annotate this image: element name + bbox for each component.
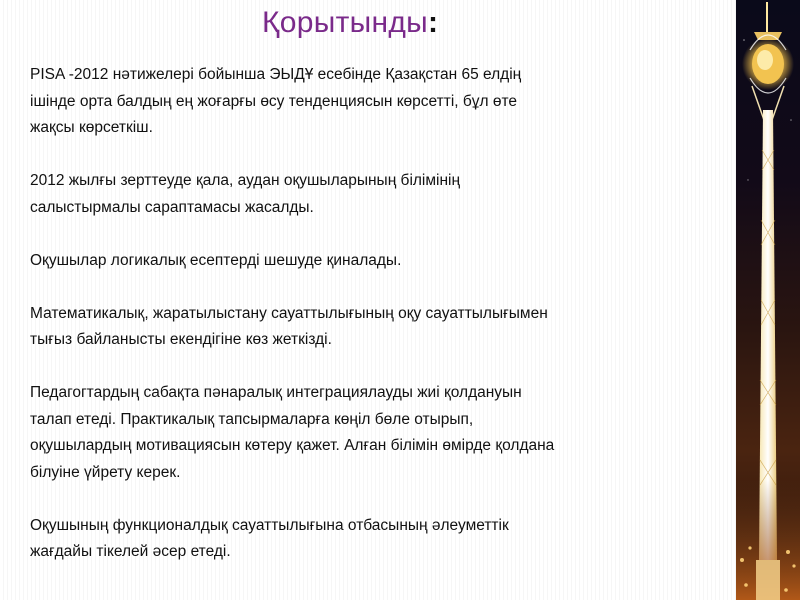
paragraph-line: білуіне үйрету керек. — [30, 463, 181, 481]
paragraph-line: PISA -2012 нәтижелері бойынша ЭЫДҰ есебінде Қазақстан 65 елдің — [30, 66, 522, 83]
title-text: Қорытынды — [262, 6, 429, 39]
title-colon: : — [428, 6, 439, 39]
paragraph-line: Педагогтардың сабақта пәнаралық интеграциялауды жиі қолдануын — [30, 384, 522, 401]
paragraph-line: жақсы көрсеткіш. — [30, 119, 153, 136]
paragraph-line: Оқушының функционалдық сауаттылығына отбасының әлеуметтік — [30, 516, 509, 534]
slide-title — [262, 6, 438, 40]
paragraph-1 — [30, 62, 720, 142]
body-text — [30, 62, 720, 592]
paragraph-line: ішінде орта балдың ең жоғарғы өсу тенденциясын көрсетті, бұл өте — [30, 92, 518, 110]
paragraph-line: Математикалық, жаратылыстану сауаттылығының оқу сауаттылығымен — [30, 304, 548, 322]
paragraph-line: тығыз байланысты екендігіне көз жеткізді. — [30, 331, 332, 348]
paragraph-line: оқушылардың мотивациясын көтеру қажет. Алған білімін өмірде қолдана — [30, 437, 555, 454]
paragraph-5 — [30, 380, 720, 486]
paragraph-6 — [30, 513, 720, 566]
tower-illustration — [736, 0, 800, 600]
paragraph-3 — [30, 248, 720, 275]
paragraph-line: Оқушылар логикалық есептерді шешуде қиналады. — [30, 251, 402, 269]
paragraph-line: жағдайы тікелей әсер етеді. — [30, 543, 231, 560]
paragraph-2 — [30, 168, 720, 221]
paragraph-line: 2012 жылғы зерттеуде қала, аудан оқушыларының білімінің — [30, 172, 461, 189]
paragraph-line: салыстырмалы сараптамасы жасалды. — [30, 198, 314, 216]
bayterek-tower-image — [736, 0, 800, 600]
paragraph-line: талап етеді. Практикалық тапсырмаларға көңіл бөле отырып, — [30, 410, 474, 428]
paragraph-4 — [30, 301, 720, 354]
